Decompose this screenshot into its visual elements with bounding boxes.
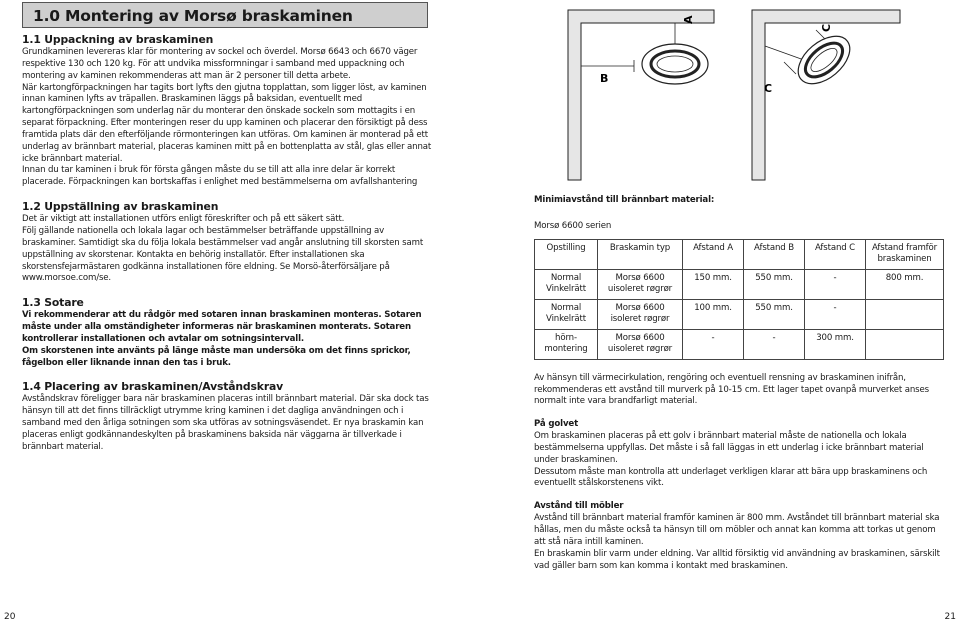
paragraph-furniture-2: En braskamin blir varm under eldning. Var alltid försiktig vid användning av braskaminen, särskilt vad gäller barn som kan komma i kontakt med braskaminen. [534,548,940,571]
table-header: Opstilling [535,239,598,269]
label-c-inner: C [764,82,773,95]
table-header: Afstand C [805,239,866,269]
table-header: Braskamin typ [598,239,683,269]
label-b: B [600,72,609,85]
table-cell: Normal Vinkelrätt [535,299,598,329]
table-header: Afstand B [744,239,805,269]
table-cell: - [744,329,805,359]
paragraph-unpacking-1: Grundkaminen levereras klar för montering av sockel och överdel. Morsø 6643 och 6670 väger respektive 130 och 120 kg. För att undvika missformningar i samband med uppackning och montering av kaminen rekommenderas att man är 2 personer till detta arbete. [22,47,418,81]
table-cell: 300 mm. [805,329,866,359]
page-number-right: 21 [944,612,956,622]
label-a: A [682,15,695,24]
table-row [535,329,944,359]
table-row [535,269,944,299]
paragraph-setup-1: Det är viktigt att installationen utförs enligt föreskrifter och på ett säkert sätt. [22,214,345,225]
table-row [535,299,944,329]
table-cell: hörn-montering [535,329,598,359]
wall-shape-straight [568,10,714,180]
wall-shape-corner [752,10,900,180]
floor-heading: På golvet [534,419,579,430]
clearance-table [534,239,944,360]
paragraph-floor-1: Om braskaminen placeras på ett golv i brännbart material måste de nationella och lokala bestämmelserna uppfyllas. Det måste i så fall läggas in ett underlag i icke brännbart material under braskaminen. [534,431,924,465]
table-cell: 800 mm. [866,269,944,299]
paragraph-radiation: Av hänsyn till värmecirkulation, rengöring och eventuell rensning av braskaminen inifrån, rekommenderas ett avstånd till murverk på 10-15 cm. Ett lager tapet ovanpå murverket anses normalt inte vara brandfarligt material. [534,372,929,407]
table-cell: Morsø 6600 uisoleret røgrør [598,269,683,299]
table-cell: - [683,329,744,359]
table-header: Afstand framför braskaminen [866,239,944,269]
page-title-box [22,2,428,28]
page-title: 1.0 Montering av Morsø braskaminen [33,7,353,25]
paragraph-sweep-2: Om skorstenen inte använts på länge måste man undersöka om det finns sprickor, fågelbon eller liknande innan den tas i bruk. [22,345,411,368]
min-distance-heading: Minimiavstånd till brännbart material: [534,195,715,205]
heading-1-2: 1.2 Uppställning av braskaminen [22,200,219,214]
heading-1-3: 1.3 Sotare [22,296,84,310]
paragraph-sweep-1: Vi rekommenderar att du rådgör med sotaren innan braskaminen monteras. Sotaren måste under alla omständigheter informeras när braskaminen monterats. Sotaren kontrollerar installationen och avtalar om sotningsintervall. [22,310,422,344]
table-header: Afstand A [683,239,744,269]
table-cell [866,329,944,359]
table-cell: Morsø 6600 uisoleret røgrør [598,329,683,359]
table-cell: 150 mm. [683,269,744,299]
table-cell: - [805,299,866,329]
dimension-c-line [765,46,804,60]
right-column [534,195,944,572]
table-header-row [535,239,944,269]
stove-straight-icon [642,44,708,84]
label-c-top: C [820,23,833,32]
table-cell [866,299,944,329]
series-name: Morsø 6600 serien [534,220,612,231]
heading-1-4: 1.4 Placering av braskaminen/Avståndskrav [22,380,284,394]
left-column [22,33,432,454]
paragraph-unpacking-3: Innan du tar kaminen i bruk för första gången måste du se till att alla inre delar är korrekt placerade. Förpackningen kan bortskaffas i enlighet med bestämmelserna om avfallshantering [22,165,418,188]
clearance-diagram-svg [534,0,944,195]
paragraph-floor-2: Dessutom måste man kontrolla att underlaget verkligen klarar att bära upp braskaminens och eventuellt stålskorstenens vikt. [534,466,928,489]
stove-corner-icon [789,27,858,93]
table-cell: - [805,269,866,299]
paragraph-furniture-1: Avstånd till brännbart material framför kaminen är 800 mm. Avståndet till brännbart material ska hållas, men du måste också ta hänsyn till om möbler och annat kan komma att torkas ut genom att stå nära intill kaminen. [534,513,940,547]
table-cell: 550 mm. [744,269,805,299]
clearance-diagram [534,0,944,195]
paragraph-placement-1: Avståndskrav föreligger bara när braskaminen placeras intill brännbart material. Där ska dock tas hänsyn till att det finns tillräckligt utrymme kring kaminen i det dagliga användningen och i samband med den årliga sotningen som ska utföras av sotningsväsendet. Er nya braskamin kan placeras enligt godkännandeskylten på braskaminens baksida när väggarna är tillverkade i brännbart material. [22,394,429,452]
table-cell: Morsø 6600 isoleret røgrør [598,299,683,329]
paragraph-unpacking-2: När kartongförpackningen har tagits bort lyfts den gjutna topplattan, som ligger löst, av kaminen innan kaminen lyfts av träpallen. Braskaminen läggs på baksidan, eventuellt med kartongförpackningen som underlag när du monterar den önskade sockeln som mottagits i en separat förpackning. Efter monteringen reser du upp kaminen och placerar den försiktigt på dess framtida plats där den efterföljande rörmonteringen kan utföras. Om kaminen är monterad på ett underlag av brännbart material, placeras kaminen mitt på en bottenplatta av stål, glas eller annat icke brännbart material. [22,82,432,164]
paragraph-setup-2: Följ gällande nationella och lokala lagar och bestämmelser beträffande uppställning av braskaminer. Samtidigt ska du följa lokala bestämmelser vad angår anslutning till skorsten samt uppställning av skorstenar. Kontakta en behörig installatör. Efter installationen ska skorstensfejarmästaren godkänna installationen före eldning. Se Morsö-återförsäljare på www.morsoe.com/se. [22,225,424,284]
table-cell: 100 mm. [683,299,744,329]
page-number-left: 20 [4,612,16,622]
heading-1-1: 1.1 Uppackning av braskaminen [22,33,214,46]
table-cell: Normal Vinkelrätt [535,269,598,299]
furniture-heading: Avstånd till möbler [534,501,624,512]
table-cell: 550 mm. [744,299,805,329]
